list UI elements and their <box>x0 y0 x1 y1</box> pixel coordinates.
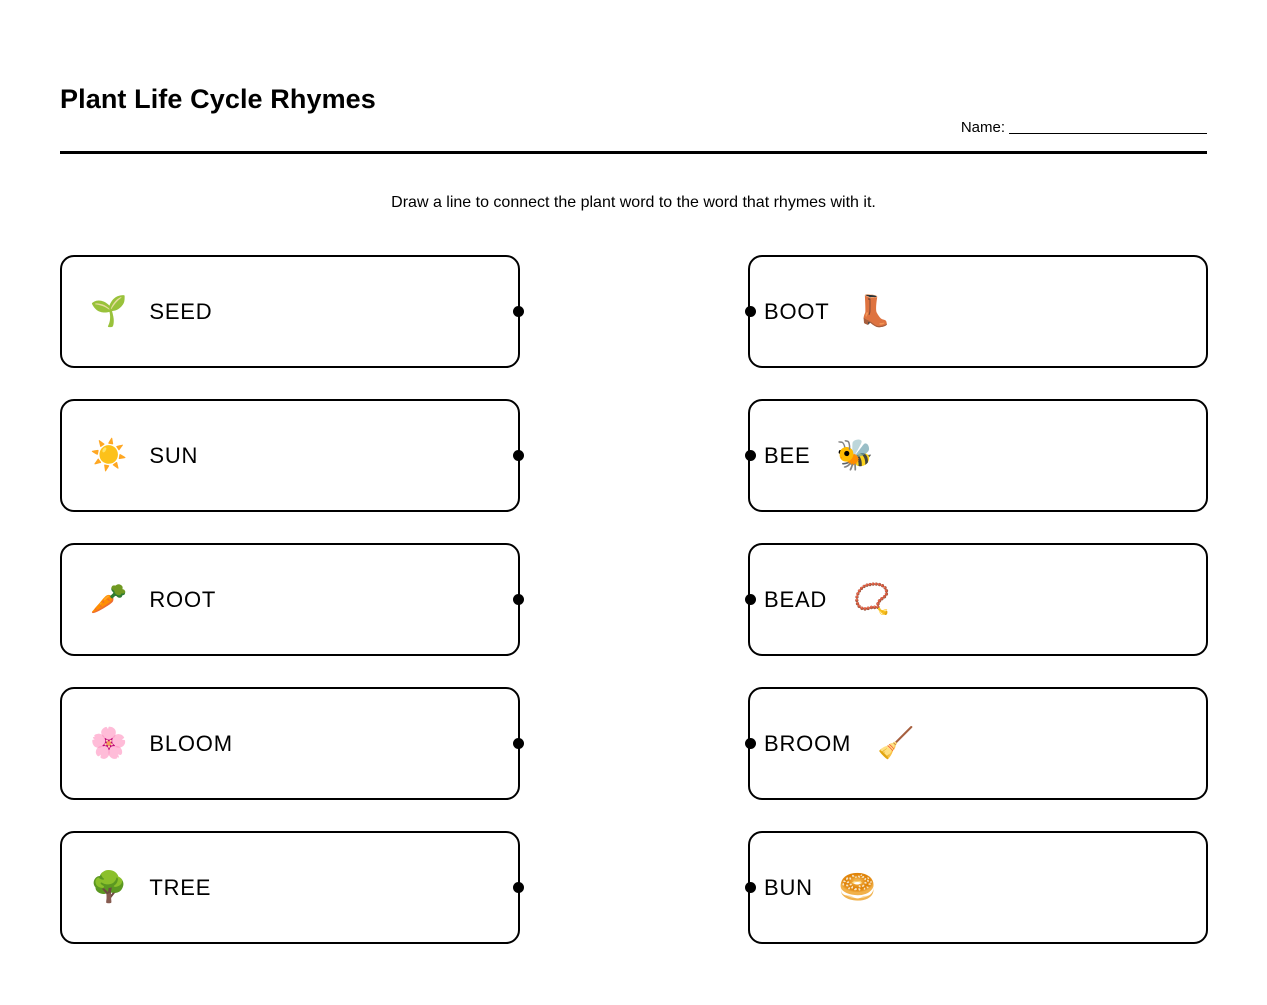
sun-icon: ☀️ <box>90 438 128 472</box>
page-title: Plant Life Cycle Rhymes <box>60 84 376 114</box>
tree-icon: 🌳 <box>90 870 128 904</box>
match-row <box>0 399 1267 512</box>
carrot-icon: 🥕 <box>90 582 128 616</box>
broom-icon: 🧹 <box>877 726 915 760</box>
connector-dot-right-1[interactable] <box>745 306 756 317</box>
seedling-icon: 🌱 <box>90 294 128 328</box>
cherry-blossom-icon: 🌸 <box>90 726 128 760</box>
plant-word-label: SUN <box>149 442 199 468</box>
plant-word-label: TREE <box>149 874 212 900</box>
bee-icon: 🐝 <box>836 438 874 472</box>
connector-dot-right-2[interactable] <box>745 450 756 461</box>
rhyme-word-card-4[interactable] <box>748 687 1208 800</box>
boot-icon: 👢 <box>855 294 893 328</box>
connector-dot-left-5[interactable] <box>513 882 524 893</box>
plant-word-label: ROOT <box>149 586 217 612</box>
rhyme-word-card-1[interactable] <box>748 255 1208 368</box>
rhyme-word-label: BUN <box>764 874 813 900</box>
connector-dot-right-3[interactable] <box>745 594 756 605</box>
name-label: Name: <box>960 119 1005 136</box>
name-field <box>961 118 1207 137</box>
rhyme-word-label: BEE <box>764 442 811 468</box>
connector-dot-left-2[interactable] <box>513 450 524 461</box>
match-row <box>0 543 1267 656</box>
beads-icon: 📿 <box>853 582 891 616</box>
plant-word-label: BLOOM <box>149 730 233 756</box>
connector-dot-left-1[interactable] <box>513 306 524 317</box>
rhyme-word-card-2[interactable] <box>748 399 1208 512</box>
plant-word-card-1[interactable] <box>60 255 520 368</box>
rhyme-word-card-5[interactable] <box>748 831 1208 944</box>
instruction-text: Draw a line to connect the plant word to the word that rhymes with it. <box>391 194 876 211</box>
match-row <box>0 255 1267 368</box>
bagel-icon: 🥯 <box>838 870 877 904</box>
match-row <box>0 687 1267 800</box>
header-divider <box>60 151 1207 154</box>
name-write-line[interactable] <box>1009 133 1207 134</box>
connector-dot-left-3[interactable] <box>513 594 524 605</box>
rhyme-word-label: BEAD <box>764 586 828 612</box>
plant-word-card-3[interactable] <box>60 543 520 656</box>
connector-dot-left-4[interactable] <box>513 738 524 749</box>
connector-dot-right-4[interactable] <box>745 738 756 749</box>
plant-word-label: SEED <box>149 298 213 324</box>
rhyme-word-label: BROOM <box>764 730 852 756</box>
plant-word-card-4[interactable] <box>60 687 520 800</box>
rhyme-word-card-3[interactable] <box>748 543 1208 656</box>
rhyme-word-label: BOOT <box>764 298 830 324</box>
matching-activity <box>0 255 1267 945</box>
plant-word-card-2[interactable] <box>60 399 520 512</box>
match-row <box>0 831 1267 944</box>
connector-dot-right-5[interactable] <box>745 882 756 893</box>
plant-word-card-5[interactable] <box>60 831 520 944</box>
